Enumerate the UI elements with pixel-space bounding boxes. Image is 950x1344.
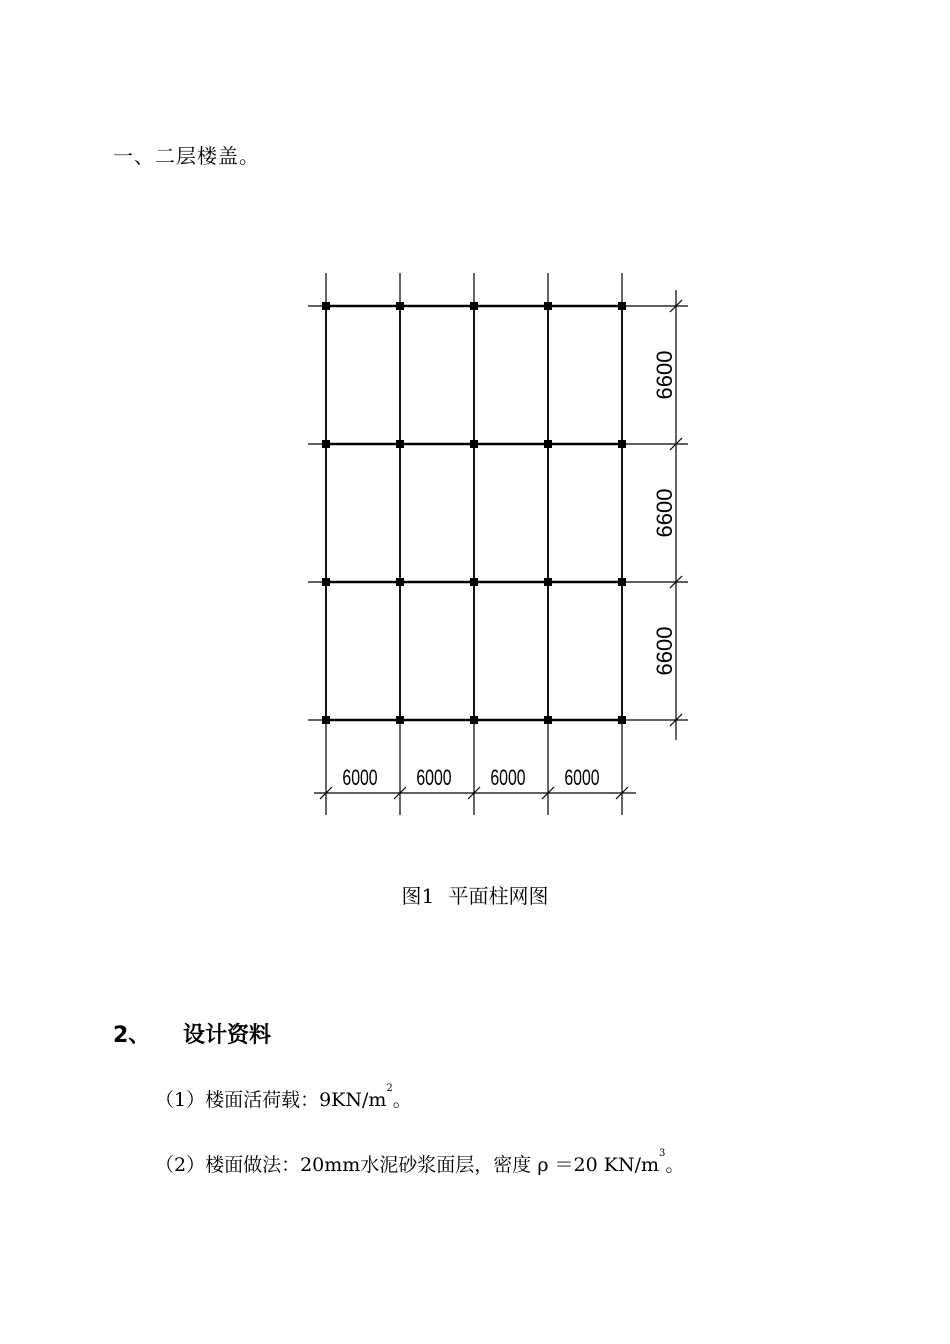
x-span-label: 6000 [490, 766, 526, 791]
x-span-label: 6000 [564, 766, 600, 791]
item-tail: 。 [392, 1089, 412, 1111]
section-title [113, 1018, 271, 1049]
beams [326, 306, 622, 720]
item-text: （2）楼面做法：20mm水泥砂浆面层，密度 ρ ＝20 KN/m [155, 1154, 660, 1176]
grid-extension-lines [308, 273, 688, 815]
section-title-text: 设计资料 [183, 1023, 272, 1048]
y-span-label: 6600 [652, 350, 677, 400]
figure-caption [0, 880, 950, 909]
section-number: 2、 [113, 1023, 151, 1048]
y-span-label: 6600 [652, 488, 677, 538]
figure-title: 平面柱网图 [448, 884, 549, 908]
item-superscript: 3 [659, 1148, 666, 1159]
x-dimension-labels [342, 767, 599, 791]
figure-label: 图1 [401, 884, 435, 908]
list-item [155, 1085, 412, 1112]
y-dimension-labels [652, 351, 677, 676]
x-span-label: 6000 [416, 766, 452, 791]
list-item [155, 1150, 684, 1177]
item-tail: 。 [665, 1154, 685, 1176]
y-span-label: 6600 [652, 626, 677, 676]
item-text: （1）楼面活荷载：9KN/m [155, 1089, 387, 1111]
dimension-ticks [320, 300, 682, 799]
section-heading: 一、二层楼盖。 [113, 144, 260, 168]
x-span-label: 6000 [342, 766, 378, 791]
item-superscript: 2 [386, 1083, 393, 1094]
